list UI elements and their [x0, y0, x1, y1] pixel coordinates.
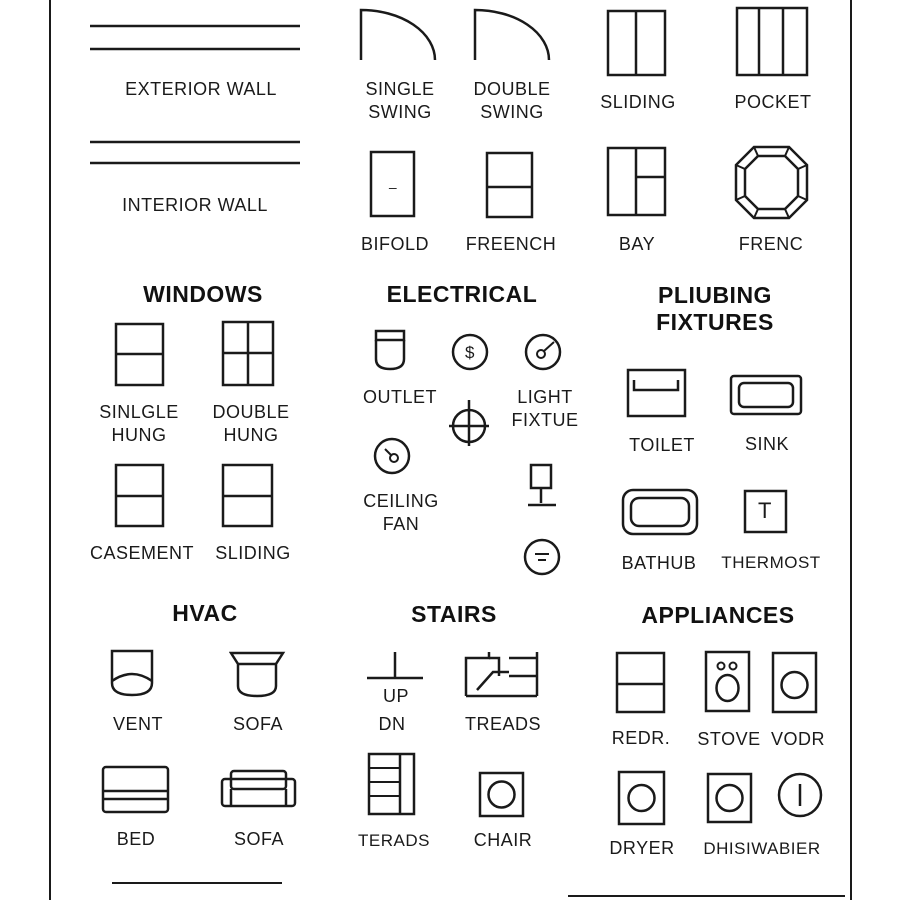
- bathtub-label: BATHUB: [621, 553, 697, 573]
- single-swing-label: SINGLE SWING: [365, 79, 435, 122]
- thermostat-label: THERMOST: [721, 553, 821, 572]
- sofa-label-2: SOFA: [233, 829, 285, 849]
- plumbing-heading: PLIUBING FIXTURES: [656, 282, 774, 335]
- vodr-label: VODR: [770, 729, 826, 749]
- hvac-heading: HVAC: [172, 600, 238, 626]
- chair-icon: [478, 771, 526, 819]
- exterior-wall-label: EXTERIOR WALL: [125, 79, 277, 99]
- sliding-door-icon: [606, 9, 668, 79]
- thermostat-symbol: T: [758, 498, 772, 523]
- ceiling-fan-label: CEILING FAN: [363, 491, 439, 534]
- ceiling-fan-icon: [373, 437, 413, 477]
- interior-wall-label: INTERIOR WALL: [122, 195, 268, 215]
- double-hung-label: DOUBLE HUNG: [212, 402, 290, 445]
- sofa-round-icon: [229, 650, 287, 700]
- light-fixture-label: LIGHT FIXTUE: [511, 387, 579, 430]
- appliances-heading: APPLIANCES: [641, 602, 795, 628]
- bay-icon: [606, 146, 668, 220]
- stairs-heading: STAIRS: [411, 601, 497, 627]
- sink-label: SINK: [744, 434, 790, 454]
- terads-icon: [367, 752, 417, 818]
- stairs-up-label: UP: [382, 686, 410, 706]
- double-swing-door-icon: [472, 6, 556, 64]
- sofa-label-1: SOFA: [232, 714, 284, 734]
- frenc-octagon-icon: [734, 145, 810, 221]
- floor-lamp-icon: [526, 463, 560, 511]
- refrigerator-icon: [615, 651, 667, 715]
- single-swing-door-icon: [358, 6, 442, 64]
- light-fixture-icon: [524, 333, 564, 373]
- bathtub-icon: [621, 488, 701, 538]
- vent-label: VENT: [112, 714, 164, 734]
- dryer-label: DRYER: [609, 838, 675, 858]
- stairs-dn-label: DN: [378, 714, 406, 734]
- sliding-door-label: SLIDING: [600, 92, 676, 112]
- chair-label: CHAIR: [473, 830, 533, 850]
- sliding-window-icon: [221, 463, 275, 529]
- stove-label: STOVE: [697, 729, 761, 749]
- sofa-icon: [220, 769, 298, 809]
- casement-label: CASEMENT: [89, 543, 195, 563]
- casement-window-icon: [114, 463, 166, 529]
- outlet-label: OUTLET: [362, 387, 438, 407]
- bed-icon: [101, 765, 171, 815]
- treads-label: TREADS: [464, 714, 542, 734]
- frenc-label: FRENC: [738, 234, 804, 254]
- water-heater-icon: [777, 772, 825, 820]
- vodr-icon: [771, 651, 819, 715]
- toilet-label: TOILET: [629, 435, 695, 455]
- treads-icon: [463, 650, 541, 700]
- french-door-icon: [485, 151, 535, 221]
- electrical-heading: ELECTRICAL: [386, 281, 538, 307]
- exterior-wall-icon: [90, 20, 302, 56]
- sink-icon: [729, 374, 805, 418]
- vent-icon: [110, 649, 156, 699]
- dishwasher-icon: [706, 772, 754, 826]
- single-hung-window-icon: [114, 322, 166, 388]
- pocket-door-label: POCKET: [734, 92, 812, 112]
- windows-heading: WINDOWS: [143, 281, 263, 307]
- refrigerator-label: REDR.: [611, 728, 671, 748]
- dryer-icon: [617, 770, 667, 828]
- freench-label: FREENCH: [465, 234, 557, 254]
- terads-label: TERADS: [358, 831, 430, 850]
- junction-box-icon: [449, 400, 491, 448]
- pocket-door-icon: [735, 6, 811, 78]
- stove-icon: [704, 650, 752, 714]
- interior-wall-icon: [90, 136, 302, 172]
- single-hung-label: SINLGLE HUNG: [99, 402, 179, 445]
- outlet-dollar-symbol: $: [465, 343, 475, 362]
- stairs-up-icon: [367, 652, 425, 680]
- bed-label: BED: [116, 829, 156, 849]
- outlet-icon: [373, 329, 409, 373]
- bay-label: BAY: [618, 234, 656, 254]
- smoke-detector-icon: [523, 538, 563, 578]
- bifold-mark: –: [388, 179, 398, 195]
- toilet-icon: [626, 368, 688, 420]
- double-hung-window-icon: [221, 320, 276, 388]
- dishwasher-label: DHISIWABIER: [703, 839, 821, 858]
- bifold-label: BIFOLD: [360, 234, 430, 254]
- double-swing-label: DOUBLE SWING: [473, 79, 551, 122]
- sliding-window-label: SLIDING: [215, 543, 291, 563]
